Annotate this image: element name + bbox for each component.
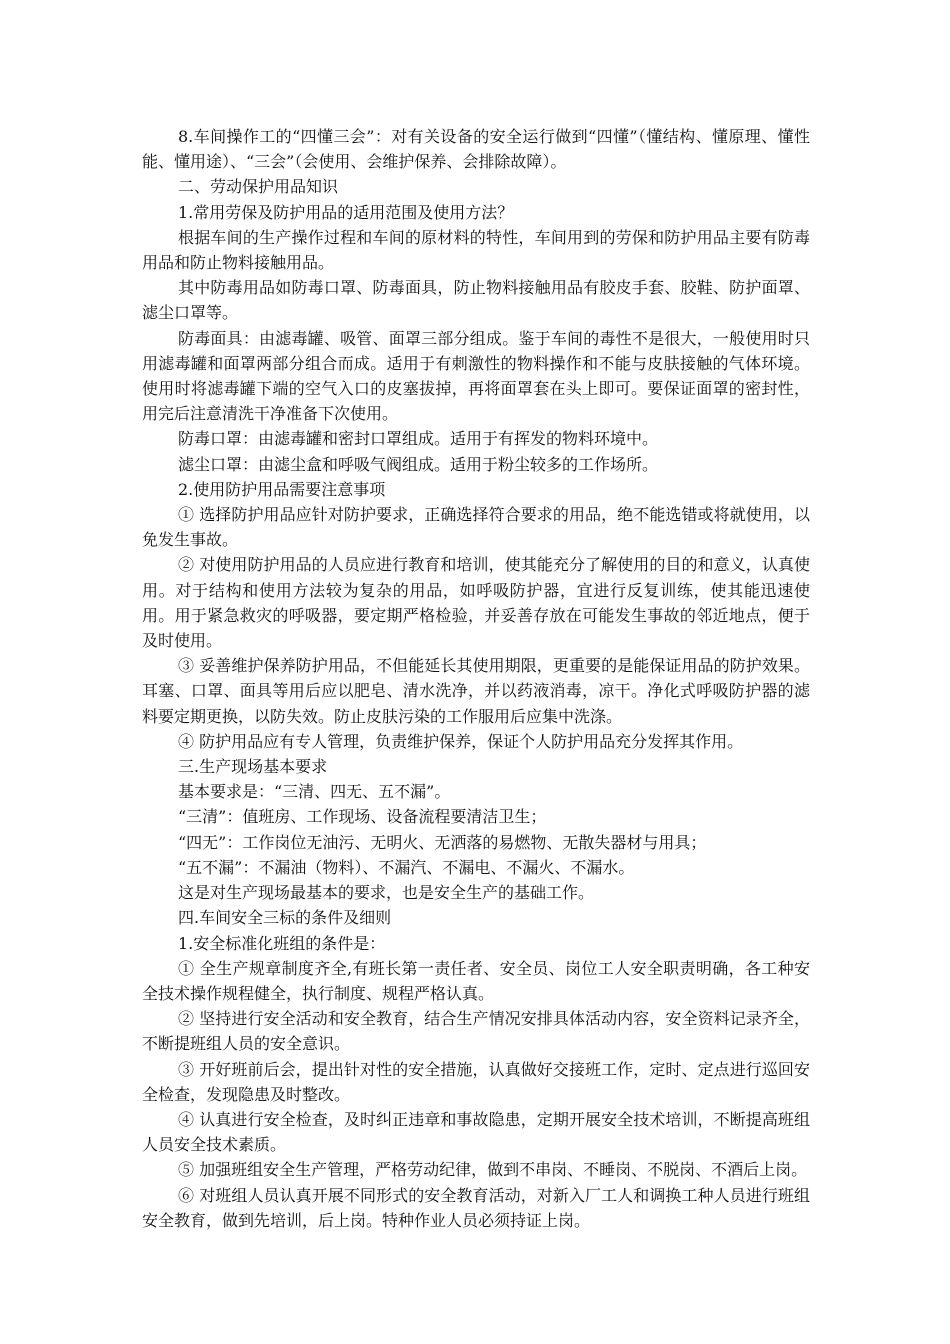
- list-item: ② 对使用防护用品的人员应进行教育和培训，使其能充分了解使用的目的和意义，认真使用。对于结构和使用方法较为复杂的用品，如呼吸防护器，宜进行反复训练，使其能迅速使用。用于紧急救灾的呼吸器，要定期严格检验，并妥善存放在可能发生事故的邻近地点，便于及时使用。: [142, 555, 810, 651]
- list-item: ④ 防护用品应有专人管理，负责维护保养，保证个人防护用品充分发挥其作用。: [178, 731, 744, 751]
- subsection-heading: 2.使用防护用品需要注意事项: [178, 479, 386, 499]
- paragraph: 8.车间操作工的“四懂三会”：对有关设备的安全运行做到“四懂”（懂结构、懂原理、懂性能、懂用途）、“三会”（会使用、会维护保养、会排除故障）。: [142, 127, 810, 172]
- paragraph: 其中防毒用品如防毒口罩、防毒面具，防止物料接触用品有胶皮手套、胶鞋、防护面罩、滤尘口罩等。: [142, 278, 810, 323]
- list-item: ② 坚持进行安全活动和安全教育，结合生产情况安排具体活动内容，安全资料记录齐全，不断提班组人员的安全意识。: [142, 1009, 810, 1054]
- paragraph: 这是对生产现场最基本的要求，也是安全生产的基础工作。: [178, 883, 595, 903]
- paragraph: 根据车间的生产操作过程和车间的原材料的特性，车间用到的劳保和防护用品主要有防毒用品和防止物料接触用品。: [142, 227, 810, 273]
- list-item: ⑥ 对班组人员认真开展不同形式的安全教育活动，对新入厂工人和调换工种人员进行班组安全教育，做到先培训，后上岗。特种作业人员必须持证上岗。: [142, 1185, 810, 1230]
- list-item: ③ 开好班前后会，提出针对性的安全措施，认真做好交接班工作，定时、定点进行巡回安全检查，发现隐患及时整改。: [142, 1059, 810, 1104]
- section-heading: 三.生产现场基本要求: [178, 757, 328, 777]
- list-item: ① 选择防护用品应针对防护要求，正确选择符合要求的用品，绝不能选错或将就使用，以免发生事故。: [142, 505, 810, 550]
- list-item: ① 全生产规章制度齐全,有班长第一责任者、安全员、岗位工人安全职责明确，各工种安全技术操作规程健全，执行制度、规程严格认真。: [142, 958, 810, 1003]
- section-heading: 二、劳动保护用品知识: [178, 177, 339, 197]
- subsection-heading: 1.安全标准化班组的条件是：: [178, 933, 386, 953]
- paragraph: “五不漏”：不漏油（物料）、不漏汽、不漏电、不漏火、不漏水。: [178, 857, 635, 877]
- document-body: [142, 124, 810, 1233]
- list-item: ④ 认真进行安全检查，及时纠正违章和事故隐患，定期开展安全技术培训，不断提高班组人员安全技术素质。: [142, 1109, 810, 1155]
- list-item: ⑤ 加强班组安全生产管理，严格劳动纪律，做到不串岗、不睡岗、不脱岗、不酒后上岗。: [178, 1160, 808, 1180]
- paragraph: 滤尘口罩：由滤尘盒和呼吸气阀组成。适用于粉尘较多的工作场所。: [178, 454, 659, 474]
- paragraph: 基本要求是：“三清、四无、五不漏”。: [178, 782, 451, 802]
- subsection-heading: 1.常用劳保及防护用品的适用范围及使用方法？: [178, 202, 514, 222]
- paragraph: 防毒口罩：由滤毒罐和密封口罩组成。适用于有挥发的物料环境中。: [178, 429, 659, 449]
- list-item: ③ 妥善维护保养防护用品，不但能延长其使用期限，更重要的是能保证用品的防护效果。耳塞、口罩、面具等用后应以肥皂、清水洗净，并以药液消毒，凉干。净化式呼吸防护器的滤料要定期更换，以防失效。防止皮肤污染的工作服用后应集中洗涤。: [142, 656, 810, 726]
- paragraph: 防毒面具：由滤毒罐、吸管、面罩三部分组成。鉴于车间的毒性不是很大，一般使用时只用滤毒罐和面罩两部分组合而成。适用于有刺激性的物料操作和不能与皮肤接触的气体环境。使用时将滤毒罐下端的空气入口的皮塞拔掉，再将面罩套在头上即可。要保证面罩的密封性，用完后注意清洗干净准备下次使用。: [142, 328, 810, 424]
- paragraph: “四无”：工作岗位无油污、无明火、无洒落的易燃物、无散失器材与用具；: [178, 832, 707, 852]
- paragraph: “三清”：值班房、工作现场、设备流程要清洁卫生；: [178, 807, 547, 827]
- section-heading: 四.车间安全三标的条件及细则: [178, 908, 392, 928]
